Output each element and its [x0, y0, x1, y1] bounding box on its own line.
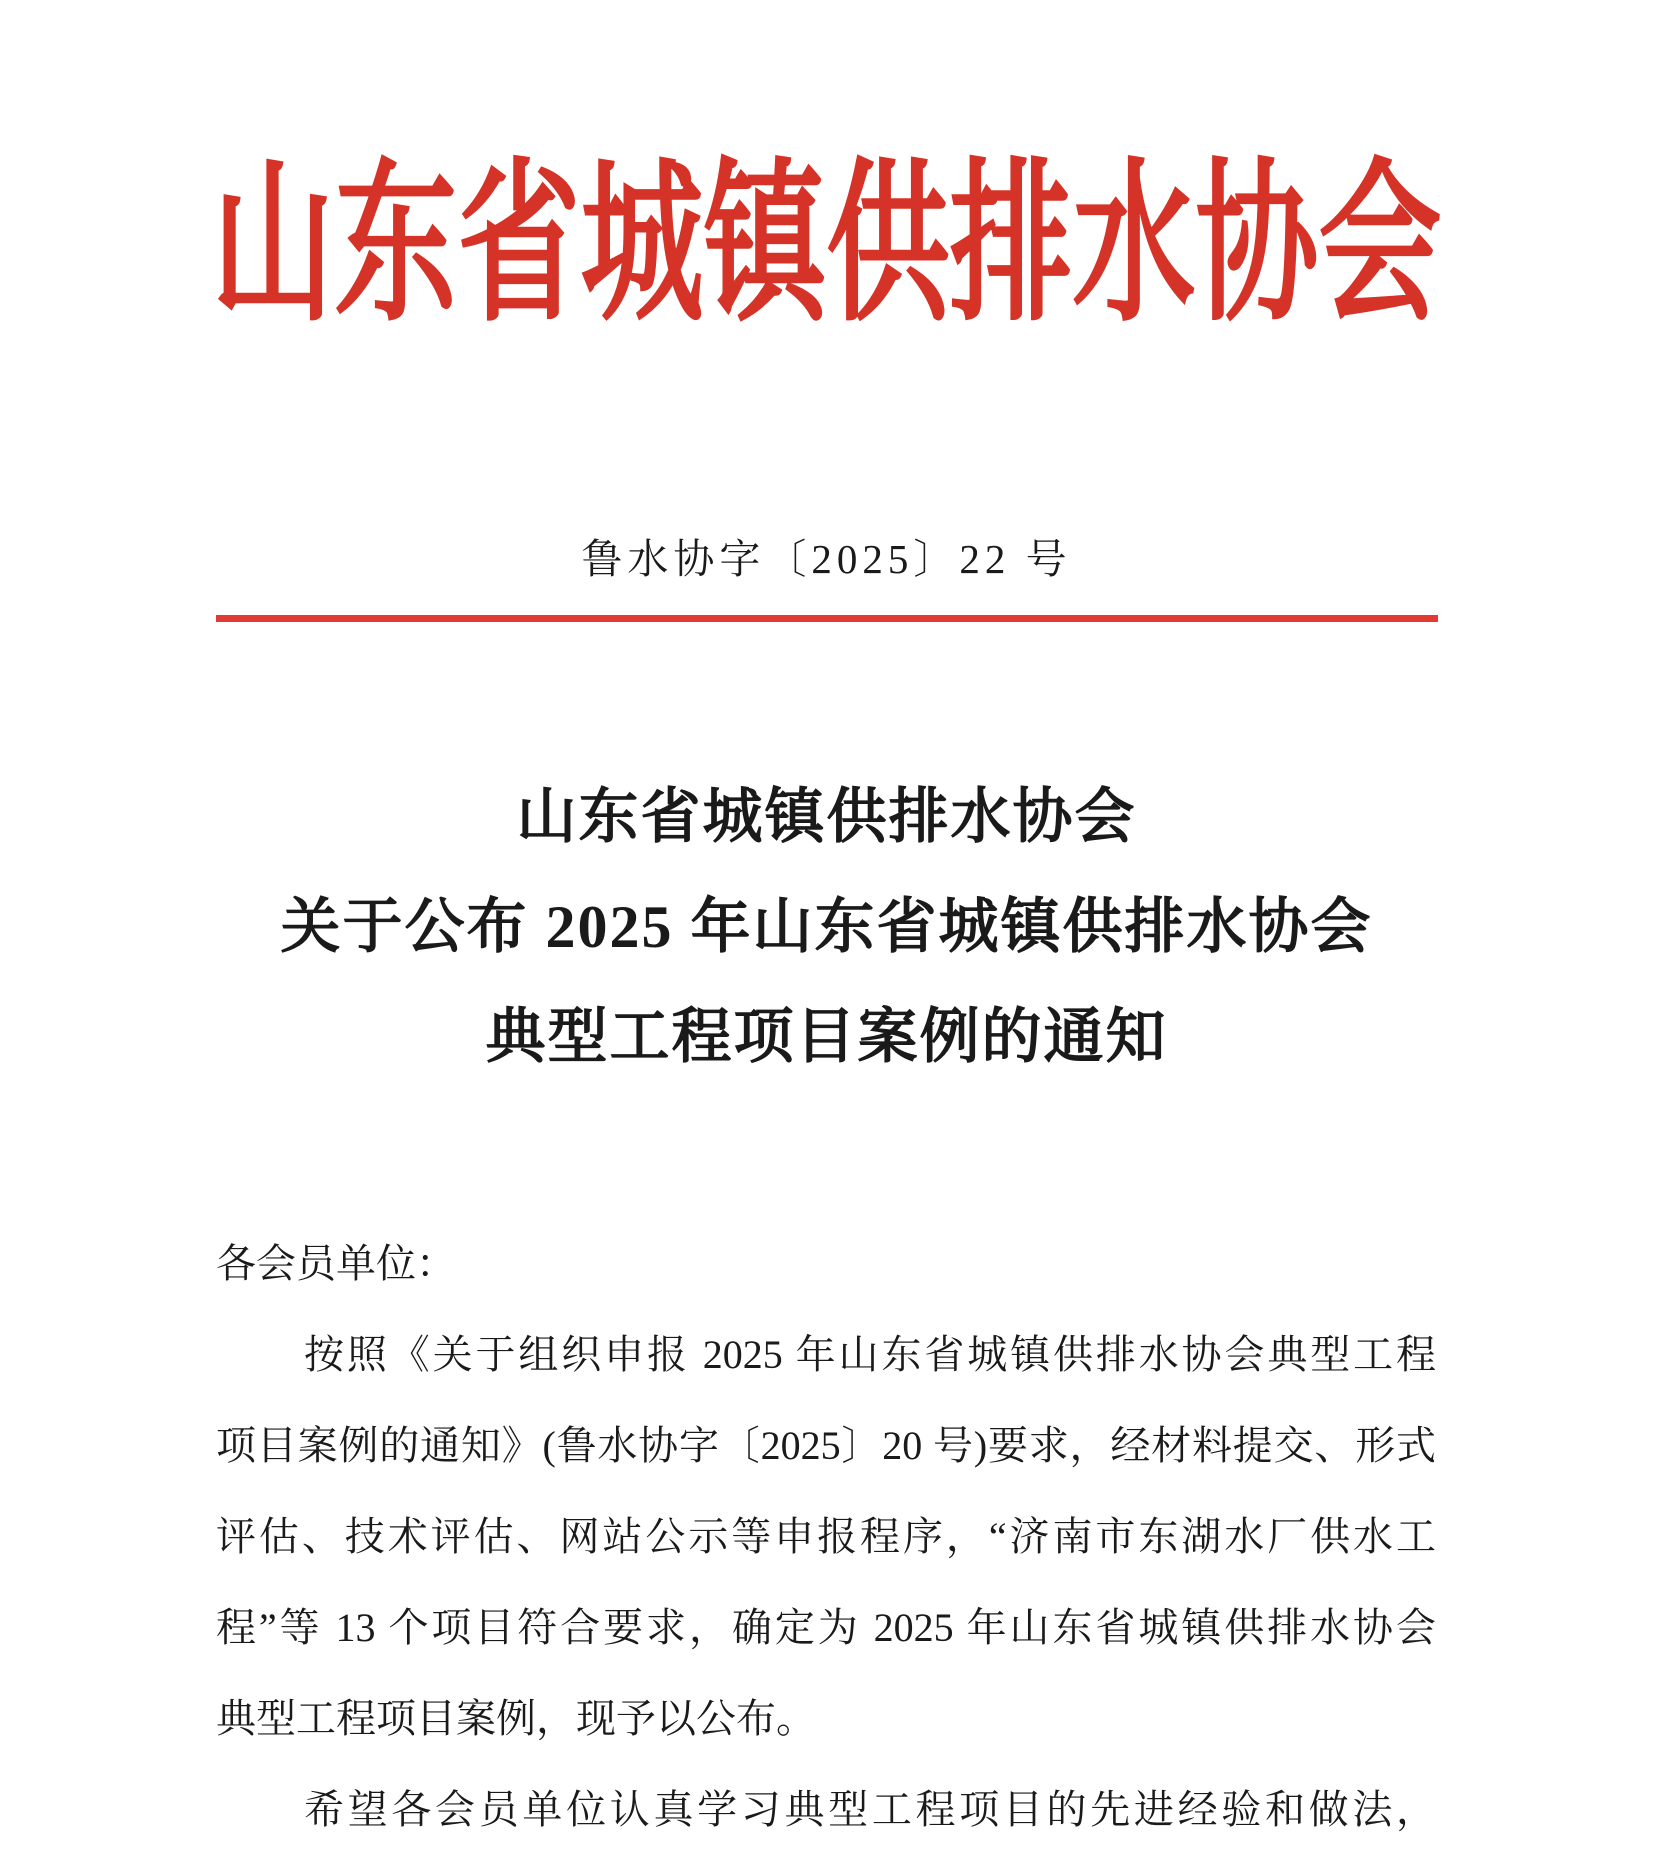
body-line-4: 程”等 13 个项目符合要求，确定为 2025 年山东省城镇供排水协会 — [216, 1605, 1436, 1650]
salutation: 各会员单位： — [216, 1241, 456, 1286]
notice-title-line-3: 典型工程项目案例的通知 — [485, 1004, 1168, 1070]
notice-title-line-2: 关于公布 2025 年山东省城镇供排水协会 — [280, 894, 1373, 960]
org-name-masthead: 山东省城镇供排水协会 — [211, 147, 1442, 342]
doc-reference-number: 鲁水协字〔2025〕22 号 — [581, 536, 1072, 582]
body-line-5: 典型工程项目案例，现予以公布。 — [216, 1696, 816, 1741]
body-line-3: 评估、技术评估、网站公示等申报程序，“济南市东湖水厂供水工 — [216, 1514, 1436, 1559]
notice-title-line-1: 山东省城镇供排水协会 — [516, 784, 1137, 850]
masthead — [0, 126, 1653, 342]
notice-title — [0, 762, 1653, 1092]
red-divider-rule — [216, 615, 1438, 622]
notice-body — [216, 1218, 1436, 1855]
body-line-2: 项目案例的通知》(鲁水协字〔2025〕20 号)要求，经材料提交、形式 — [216, 1423, 1436, 1468]
body-line-1: 按照《关于组织申报 2025 年山东省城镇供排水协会典型工程 — [304, 1332, 1436, 1377]
body-line-6: 希望各会员单位认真学习典型工程项目的先进经验和做法， — [304, 1787, 1436, 1832]
